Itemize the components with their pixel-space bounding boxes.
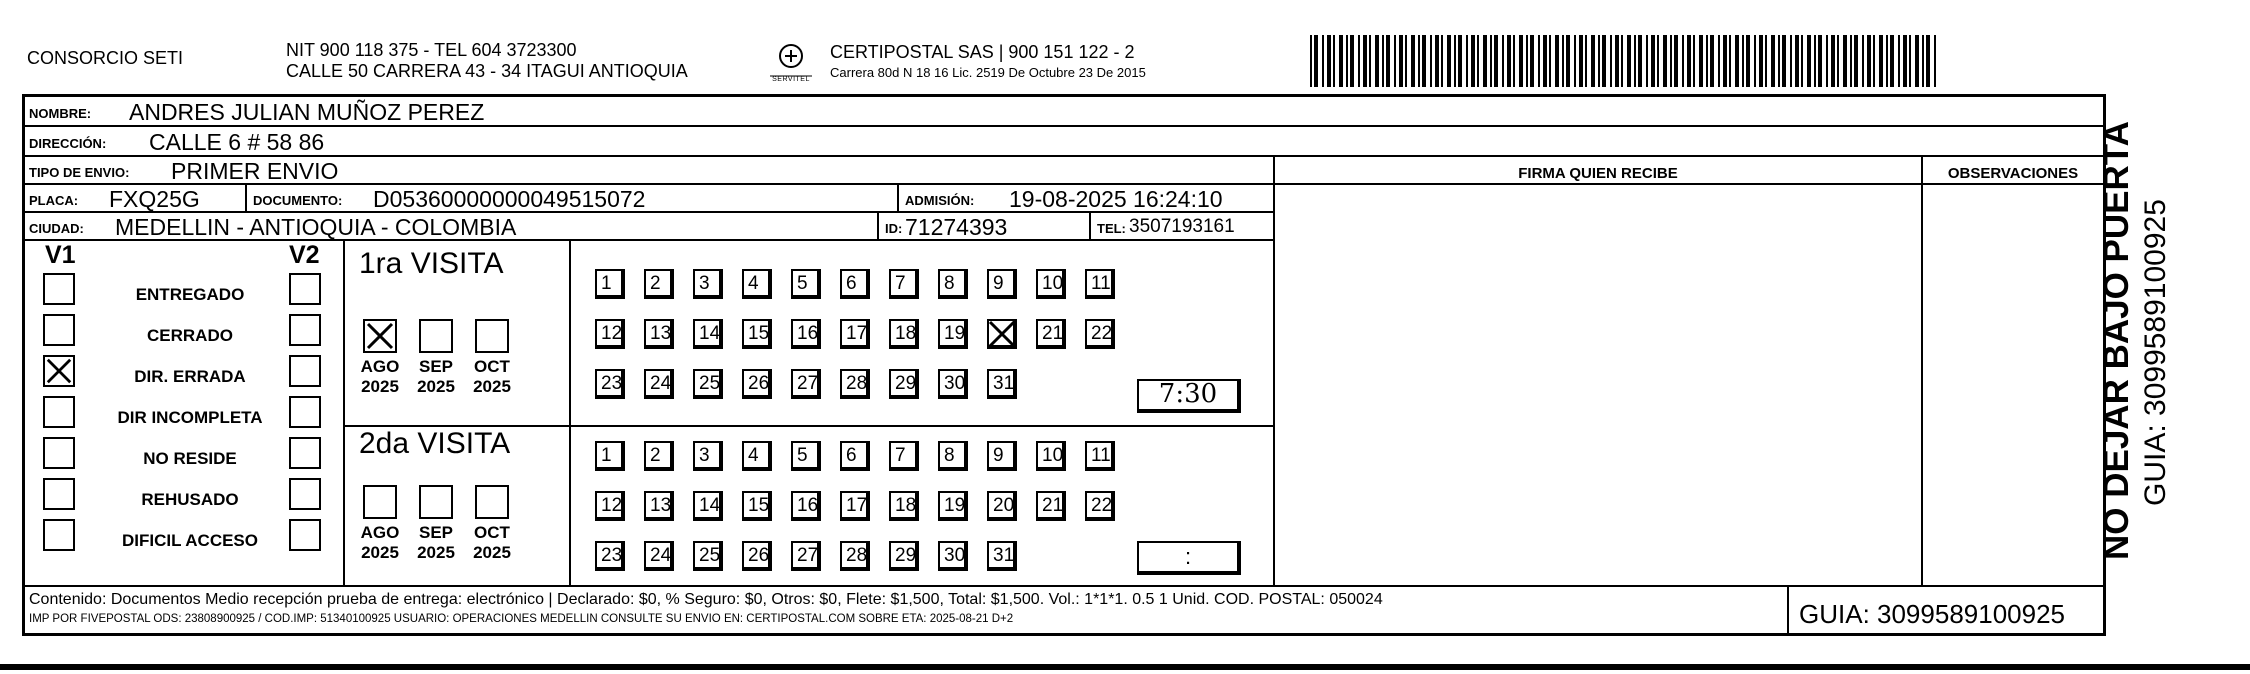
barcode-bar xyxy=(1339,35,1343,87)
direccion-label: DIRECCIÓN: xyxy=(29,136,107,151)
barcode-bar xyxy=(1898,35,1900,87)
nombre-label: NOMBRE: xyxy=(29,106,92,121)
barcode-bar xyxy=(1903,35,1907,87)
day-box[interactable]: 18 xyxy=(889,319,919,349)
barcode-bar xyxy=(1934,35,1936,87)
barcode-bar xyxy=(1471,35,1475,87)
v1-checkbox[interactable] xyxy=(43,478,75,510)
barcode-bar xyxy=(1346,35,1348,87)
day-box[interactable]: 3 xyxy=(693,441,723,471)
barcode-bar xyxy=(1790,35,1792,87)
v1-checkbox[interactable] xyxy=(43,437,75,469)
month-checkbox[interactable] xyxy=(475,485,509,519)
barcode-bar xyxy=(1706,35,1708,87)
barcode-bar xyxy=(1458,35,1462,87)
barcode-bar xyxy=(1538,35,1540,87)
day-box[interactable]: 28 xyxy=(840,541,870,571)
day-box[interactable]: 14 xyxy=(693,319,723,349)
day-box[interactable]: 31 xyxy=(987,369,1017,399)
barcode-bar xyxy=(1350,35,1354,87)
barcode-bar xyxy=(1735,35,1739,87)
day-box[interactable]: 26 xyxy=(742,369,772,399)
first-time-box[interactable]: 7:30 xyxy=(1137,379,1241,413)
barcode-bar xyxy=(1651,35,1655,87)
day-box[interactable]: 8 xyxy=(938,441,968,471)
barcode-bar xyxy=(1447,35,1451,87)
day-box[interactable]: 18 xyxy=(889,491,919,521)
barcode-bar xyxy=(1854,35,1858,87)
day-box[interactable]: 9 xyxy=(987,269,1017,299)
barcode-bar xyxy=(1314,35,1318,87)
barcode-bar xyxy=(1494,35,1498,87)
barcode-bar xyxy=(1441,35,1443,87)
barcode-bar xyxy=(1807,35,1811,87)
second-visit-title: 2da VISITA xyxy=(359,427,511,460)
barcode-bar xyxy=(1699,35,1703,87)
barcode-bar xyxy=(1663,35,1667,87)
direccion-value: CALLE 6 # 58 86 xyxy=(149,129,325,155)
barcode-bar xyxy=(1729,35,1731,87)
barcode-bar xyxy=(1602,35,1606,87)
day-box[interactable]: 29 xyxy=(889,541,919,571)
placa-row xyxy=(25,185,1275,213)
barcode-bar xyxy=(1843,35,1847,87)
v2-checkbox[interactable] xyxy=(289,273,321,305)
day-box[interactable]: 7 xyxy=(889,441,919,471)
day-box[interactable]: 10 xyxy=(1036,269,1066,299)
barcode-bar xyxy=(1909,35,1911,87)
barcode-bar xyxy=(1879,35,1883,87)
barcode-bar xyxy=(1759,35,1763,87)
day-box[interactable]: 17 xyxy=(840,491,870,521)
placa-value: FXQ25G xyxy=(109,186,200,212)
tipo-row xyxy=(25,157,1275,185)
barcode-bar xyxy=(1687,35,1691,87)
day-box[interactable]: 5 xyxy=(791,269,821,299)
day-box[interactable]: 21 xyxy=(1036,491,1066,521)
barcode-bar xyxy=(1922,35,1924,87)
day-box[interactable]: 16 xyxy=(791,491,821,521)
barcode-bar xyxy=(1483,35,1487,87)
barcode-bar xyxy=(1710,35,1714,87)
barcode-bar xyxy=(1837,35,1839,87)
barcode-bar xyxy=(1682,35,1684,87)
barcode-bar xyxy=(1723,35,1727,87)
day-box[interactable]: 9 xyxy=(987,441,1017,471)
tipo-label: TIPO DE ENVIO: xyxy=(29,165,130,180)
day-box[interactable]: 27 xyxy=(791,369,821,399)
status-option-label: DIR. ERRADA xyxy=(134,367,246,386)
day-box[interactable]: 1 xyxy=(595,441,625,471)
day-box[interactable]: 23 xyxy=(595,369,625,399)
day-box[interactable] xyxy=(987,319,1017,349)
day-box[interactable]: 20 xyxy=(987,491,1017,521)
barcode-bar xyxy=(1327,35,1331,87)
day-box[interactable]: 25 xyxy=(693,369,723,399)
day-box[interactable]: 31 xyxy=(987,541,1017,571)
barcode-bar xyxy=(1555,35,1559,87)
day-box[interactable]: 21 xyxy=(1036,319,1066,349)
barcode-bar xyxy=(1634,35,1636,87)
barcode-bar xyxy=(1333,35,1335,87)
day-box[interactable]: 29 xyxy=(889,369,919,399)
barcode-bar xyxy=(1818,35,1822,87)
month-label: OCT xyxy=(474,523,510,542)
day-box[interactable]: 11 xyxy=(1085,269,1115,299)
day-box[interactable]: 28 xyxy=(840,369,870,399)
day-box[interactable]: 22 xyxy=(1085,491,1115,521)
month-checkbox[interactable] xyxy=(475,319,509,353)
barcode-bar xyxy=(1718,35,1720,87)
day-box[interactable]: 23 xyxy=(595,541,625,571)
day-box[interactable]: 16 xyxy=(791,319,821,349)
v1-checkbox[interactable] xyxy=(43,396,75,428)
x-mark-icon xyxy=(45,372,73,389)
barcode-bar xyxy=(1394,35,1396,87)
logo-text: SERVITEL xyxy=(772,76,810,83)
ciudad-value: MEDELLIN - ANTIOQUIA - COLOMBIA xyxy=(115,214,517,240)
barcode-bar xyxy=(1310,35,1312,87)
imp-text: IMP POR FIVEPOSTAL ODS: 23808900925 / COD.IMP: 51340100925 USUARIO: OPERACIONES MEDELLIN CONSULTE SU ENVIO EN: CERTIPOSTAL.COM SOBRE ETA: 2025-08-21 D+2 xyxy=(29,613,1014,625)
barcode-bar xyxy=(1867,35,1871,87)
day-box[interactable]: 2 xyxy=(644,269,674,299)
id-value: 71274393 xyxy=(905,214,1008,240)
barcode-bar xyxy=(1382,35,1384,87)
nit-line: NIT 900 118 375 - TEL 604 3723300 xyxy=(286,40,577,60)
nombre-row xyxy=(25,97,2103,127)
day-box[interactable]: 19 xyxy=(938,319,968,349)
month-checkbox[interactable] xyxy=(363,319,397,353)
barcode-bar xyxy=(1526,35,1528,87)
month-checkbox[interactable] xyxy=(419,319,453,353)
company-name: CONSORCIO SETI xyxy=(27,48,184,68)
barcode-bar xyxy=(1926,35,1930,87)
barcode-bar xyxy=(1621,35,1623,87)
barcode xyxy=(1310,35,1942,87)
month-label: OCT xyxy=(474,357,510,376)
barcode-bar xyxy=(1746,35,1750,87)
day-box[interactable]: 6 xyxy=(840,269,870,299)
barcode-bar xyxy=(1358,35,1360,87)
barcode-bar xyxy=(1466,35,1468,87)
v1-checkbox[interactable] xyxy=(43,273,75,305)
barcode-bar xyxy=(1418,35,1420,87)
barcode-bar xyxy=(1386,35,1390,87)
day-box[interactable]: 3 xyxy=(693,269,723,299)
day-box[interactable]: 30 xyxy=(938,541,968,571)
x-mark-icon xyxy=(365,338,395,355)
barcode-bar xyxy=(1873,35,1875,87)
day-box[interactable]: 12 xyxy=(595,491,625,521)
month-label: AGO xyxy=(360,523,400,542)
barcode-bar xyxy=(1801,35,1803,87)
bottom-edge xyxy=(0,664,2250,670)
barcode-bar xyxy=(1399,35,1403,87)
day-box[interactable]: 14 xyxy=(693,491,723,521)
footer-guia: GUIA: 3099589100925 xyxy=(1799,599,2065,629)
day-box[interactable]: 17 xyxy=(840,319,870,349)
v1-checkbox[interactable] xyxy=(43,519,75,551)
v1-checkbox[interactable] xyxy=(43,355,75,387)
month-year: 2025 xyxy=(361,377,399,396)
license-line: Carrera 80d N 18 16 Lic. 2519 De Octubre 23 De 2015 xyxy=(830,65,1146,80)
day-box[interactable]: 24 xyxy=(644,369,674,399)
documento-label: DOCUMENTO: xyxy=(253,193,343,208)
barcode-bar xyxy=(1638,35,1642,87)
month-checkbox[interactable] xyxy=(363,485,397,519)
barcode-bar xyxy=(1513,35,1515,87)
admision-label: ADMISIÓN: xyxy=(905,193,975,208)
tipo-value: PRIMER ENVIO xyxy=(171,158,339,184)
day-box[interactable]: 24 xyxy=(644,541,674,571)
barcode-bar xyxy=(1369,35,1371,87)
barcode-bar xyxy=(1674,35,1678,87)
day-box[interactable]: 5 xyxy=(791,441,821,471)
day-box[interactable]: 1 xyxy=(595,269,625,299)
barcode-bar xyxy=(1778,35,1780,87)
delivery-form xyxy=(22,94,2106,636)
first-visit-title: 1ra VISITA xyxy=(359,247,504,280)
month-year: 2025 xyxy=(417,543,455,562)
address-line: CALLE 50 CARRERA 43 - 34 ITAGUI ANTIOQUIA xyxy=(286,61,688,81)
day-box[interactable]: 19 xyxy=(938,491,968,521)
day-box[interactable]: 4 xyxy=(742,269,772,299)
certipostal-line: CERTIPOSTAL SAS | 900 151 122 - 2 xyxy=(830,42,1135,62)
second-time-box[interactable]: : xyxy=(1137,541,1241,575)
barcode-bar xyxy=(1519,35,1523,87)
barcode-bar xyxy=(1566,35,1570,87)
barcode-bar xyxy=(1627,35,1631,87)
placa-label: PLACA: xyxy=(29,193,79,208)
day-box[interactable]: 6 xyxy=(840,441,870,471)
day-box[interactable]: 4 xyxy=(742,441,772,471)
barcode-bar xyxy=(1579,35,1583,87)
v1-label: V1 xyxy=(45,241,76,269)
barcode-bar xyxy=(1765,35,1767,87)
barcode-bar xyxy=(1454,35,1456,87)
day-box[interactable]: 8 xyxy=(938,269,968,299)
tel-label: TEL: xyxy=(1097,221,1126,236)
day-box[interactable]: 27 xyxy=(791,541,821,571)
side-guia-text: GUIA: 3099589100925 xyxy=(2139,199,2172,506)
v2-checkbox[interactable] xyxy=(289,355,321,387)
barcode-bar xyxy=(1549,35,1551,87)
month-year: 2025 xyxy=(361,543,399,562)
barcode-bar xyxy=(1782,35,1786,87)
id-label: ID: xyxy=(885,221,903,236)
day-box[interactable]: 15 xyxy=(742,491,772,521)
barcode-bar xyxy=(1646,35,1648,87)
barcode-bar xyxy=(1693,35,1695,87)
month-year: 2025 xyxy=(473,543,511,562)
documento-value: D05360000000049515072 xyxy=(373,186,646,212)
no-dejar-text: NO DEJAR BAJO PUERTA xyxy=(2097,121,2136,560)
admision-value: 19-08-2025 16:24:10 xyxy=(1009,186,1223,212)
barcode-bar xyxy=(1363,35,1367,87)
barcode-bar xyxy=(1411,35,1415,87)
barcode-bar xyxy=(1754,35,1756,87)
barcode-bar xyxy=(1435,35,1439,87)
day-box[interactable]: 11 xyxy=(1085,441,1115,471)
barcode-bar xyxy=(1490,35,1492,87)
month-checkbox[interactable] xyxy=(419,485,453,519)
day-box[interactable]: 10 xyxy=(1036,441,1066,471)
status-option-label: DIFICIL ACCESO xyxy=(121,531,258,550)
ciudad-label: CIUDAD: xyxy=(29,221,84,236)
v2-checkbox[interactable] xyxy=(289,396,321,428)
status-option-label: NO RESIDE xyxy=(143,449,237,468)
contenido-text: Contenido: Documentos Medio recepción prueba de entrega: electrónico | Declarado: $0, % Seguro: $0, Otros: $0, Flete: $1,500, Total: $1,500. Vol.: 1*1*1. 0.5 1 Unid. COD. POSTAL: 050024 xyxy=(29,591,1383,608)
barcode-bar xyxy=(1598,35,1600,87)
barcode-bar xyxy=(1862,35,1864,87)
v2-checkbox[interactable] xyxy=(289,437,321,469)
barcode-bar xyxy=(1430,35,1432,87)
barcode-bar xyxy=(1886,35,1888,87)
barcode-bar xyxy=(1890,35,1894,87)
day-box[interactable]: 13 xyxy=(644,491,674,521)
day-box[interactable]: 22 xyxy=(1085,319,1115,349)
status-option-label: DIR INCOMPLETA xyxy=(117,408,263,427)
barcode-bar xyxy=(1795,35,1799,87)
barcode-bar xyxy=(1826,35,1828,87)
firma-label: FIRMA QUIEN RECIBE xyxy=(1518,165,1678,182)
barcode-bar xyxy=(1850,35,1852,87)
v2-label: V2 xyxy=(289,241,320,269)
barcode-bar xyxy=(1615,35,1619,87)
barcode-bar xyxy=(1915,35,1919,87)
month-label: SEP xyxy=(418,357,454,376)
barcode-bar xyxy=(1670,35,1672,87)
nombre-value: ANDRES JULIAN MUÑOZ PEREZ xyxy=(129,99,485,125)
status-option-label: ENTREGADO xyxy=(135,285,245,304)
barcode-bar xyxy=(1322,35,1324,87)
day-box[interactable]: 15 xyxy=(742,319,772,349)
barcode-bar xyxy=(1585,35,1587,87)
day-box[interactable]: 30 xyxy=(938,369,968,399)
barcode-bar xyxy=(1422,35,1426,87)
v2-checkbox[interactable] xyxy=(289,314,321,346)
day-box[interactable]: 12 xyxy=(595,319,625,349)
day-box[interactable]: 26 xyxy=(742,541,772,571)
barcode-bar xyxy=(1405,35,1407,87)
month-year: 2025 xyxy=(473,377,511,396)
barcode-bar xyxy=(1814,35,1816,87)
tel-value: 3507193161 xyxy=(1129,216,1235,237)
day-box[interactable]: 2 xyxy=(644,441,674,471)
barcode-bar xyxy=(1562,35,1564,87)
day-box[interactable]: 7 xyxy=(889,269,919,299)
barcode-bar xyxy=(1742,35,1744,87)
v2-checkbox[interactable] xyxy=(289,519,321,551)
direccion-row xyxy=(25,127,2103,157)
month-label: SEP xyxy=(418,523,454,542)
barcode-bar xyxy=(1507,35,1511,87)
observaciones-label: OBSERVACIONES xyxy=(1947,165,2079,182)
status-option-label: CERRADO xyxy=(147,326,233,345)
ciudad-row xyxy=(25,213,1275,241)
barcode-bar xyxy=(1657,35,1659,87)
day-box[interactable]: 13 xyxy=(644,319,674,349)
barcode-bar xyxy=(1502,35,1504,87)
v1-checkbox[interactable] xyxy=(43,314,75,346)
barcode-bar xyxy=(1771,35,1775,87)
status-option-label: REHUSADO xyxy=(141,490,239,509)
barcode-bar xyxy=(1375,35,1379,87)
day-box[interactable]: 25 xyxy=(693,541,723,571)
v2-checkbox[interactable] xyxy=(289,478,321,510)
barcode-bar xyxy=(1574,35,1576,87)
x-mark-icon xyxy=(987,319,1017,357)
barcode-bar xyxy=(1530,35,1534,87)
month-label: AGO xyxy=(360,357,400,376)
barcode-bar xyxy=(1477,35,1479,87)
company-logo xyxy=(766,40,816,86)
barcode-bar xyxy=(1831,35,1835,87)
barcode-bar xyxy=(1543,35,1547,87)
barcode-bar xyxy=(1591,35,1595,87)
month-year: 2025 xyxy=(417,377,455,396)
barcode-bar xyxy=(1610,35,1612,87)
